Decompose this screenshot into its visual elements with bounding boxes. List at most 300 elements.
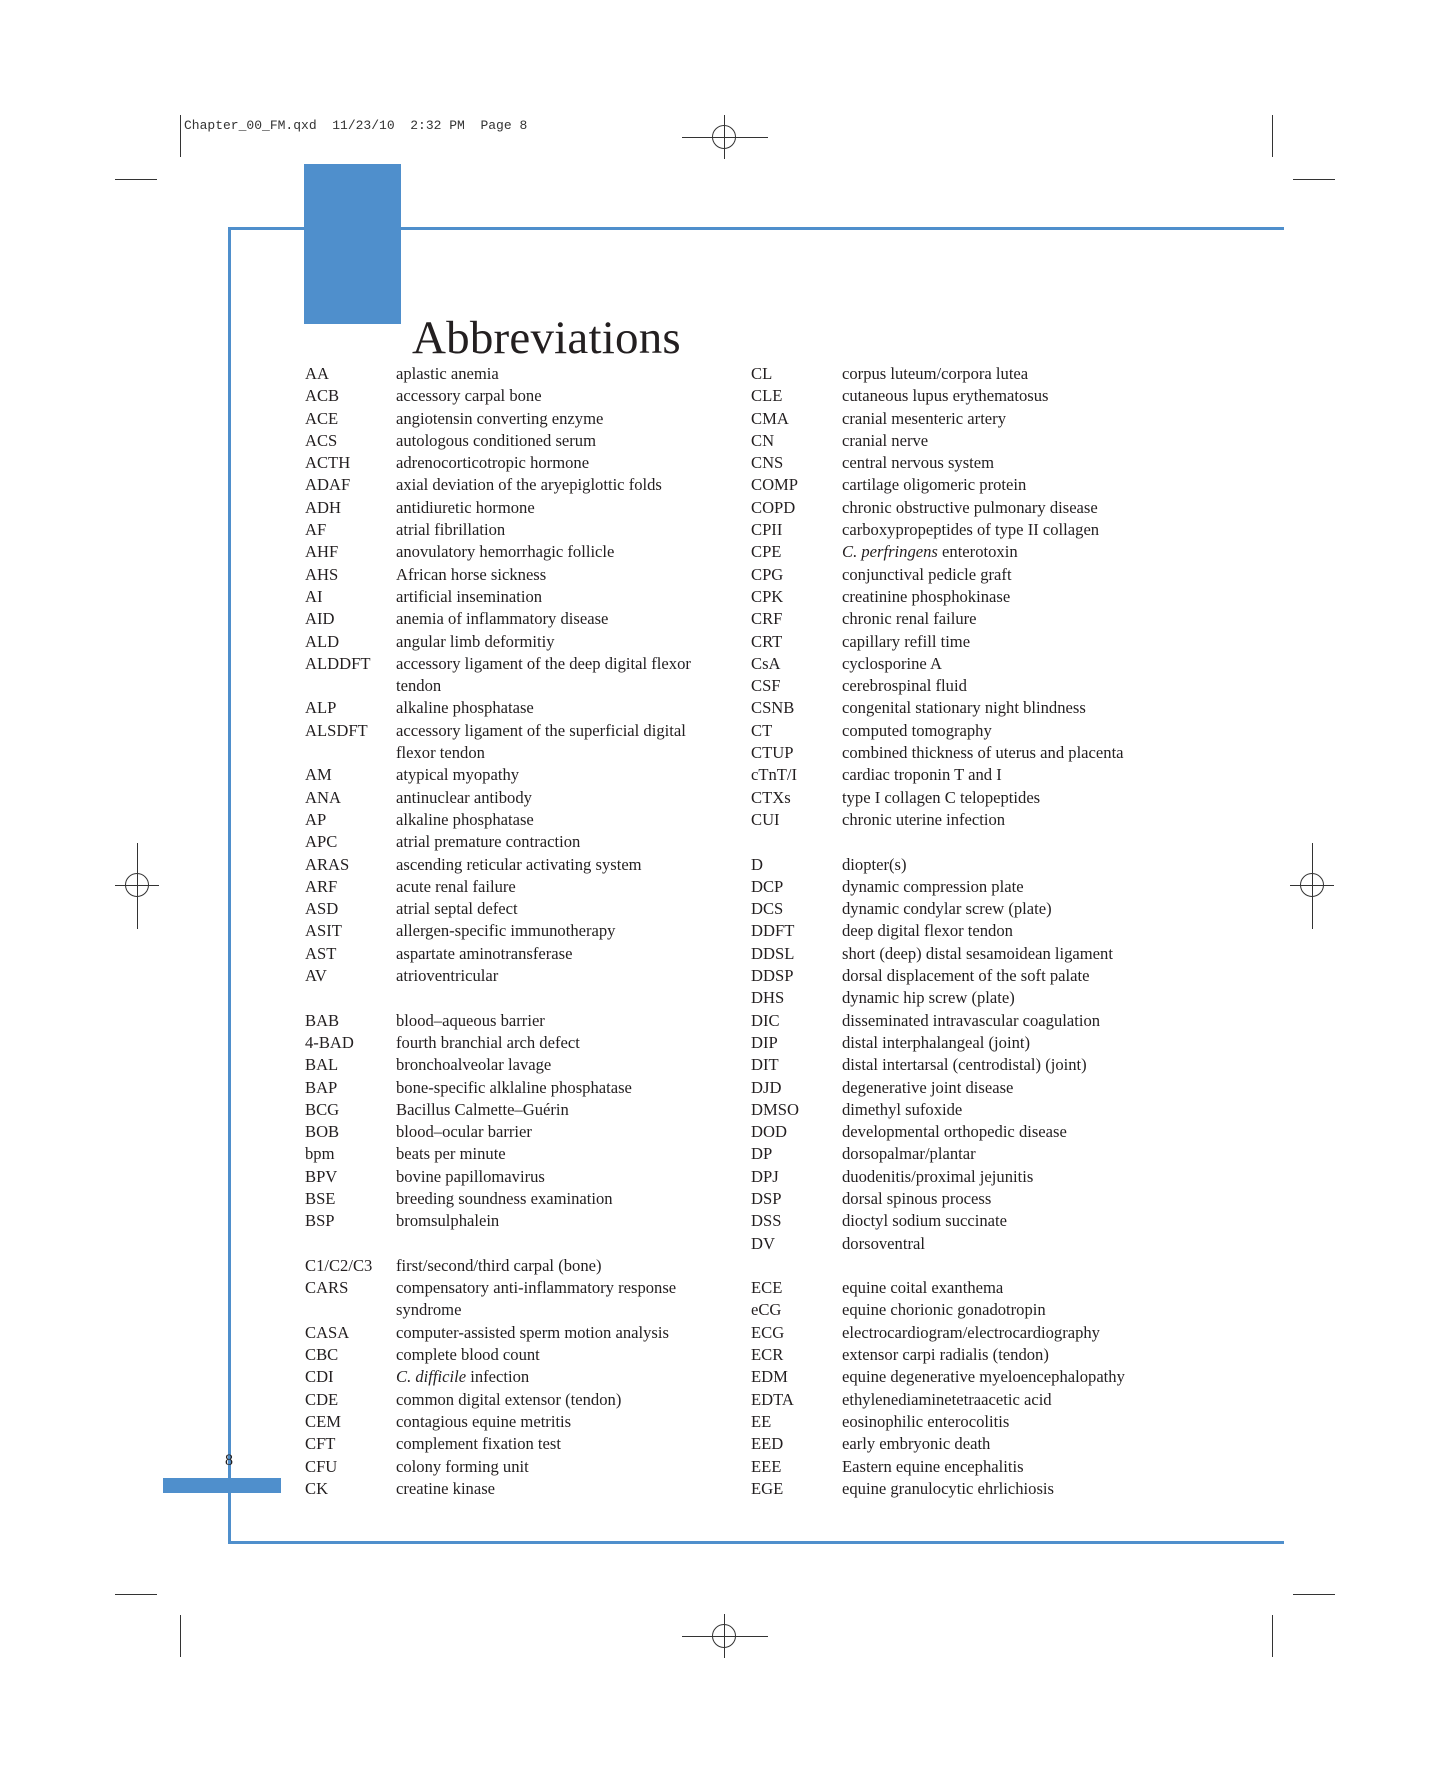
abbreviation-entry [305, 1478, 725, 1500]
abbreviation-definition: fourth branchial arch defect [396, 1032, 580, 1052]
abbreviation-entry [751, 697, 1191, 719]
abbreviation-entry [305, 653, 725, 698]
abbreviation-entry [751, 474, 1191, 496]
abbreviation-definition: distal interphalangeal (joint) [842, 1032, 1031, 1052]
abbreviation-definition: antinuclear antibody [396, 787, 532, 807]
abbreviation-entry [305, 1099, 725, 1121]
definition-italic: C. perfringens [842, 542, 938, 562]
abbreviation-term: EGE [751, 1478, 784, 1498]
abbreviation-definition: colony forming unit [396, 1456, 529, 1476]
abbreviation-definition: type I collagen C telopeptides [842, 787, 1041, 807]
abbreviation-entry [751, 408, 1191, 430]
abbreviation-definition: blood–ocular barrier [396, 1122, 532, 1142]
abbreviation-term: DOD [751, 1122, 787, 1142]
abbreviation-term: AM [305, 765, 332, 785]
abbreviation-definition: extensor carpi radialis (tendon) [842, 1345, 1049, 1365]
abbreviation-entry [751, 497, 1191, 519]
abbreviation-entry [751, 430, 1191, 452]
abbreviation-definition: bone-specific alklaline phosphatase [396, 1077, 632, 1097]
abbreviation-term: CARS [305, 1278, 349, 1298]
section-gap [305, 1233, 725, 1255]
abbreviation-entry [305, 408, 725, 430]
abbreviation-entry [751, 809, 1191, 831]
abbreviation-definition: atrial septal defect [396, 899, 518, 919]
crop-mark-bottom-left-v [180, 1615, 181, 1657]
abbreviation-term: CPG [751, 564, 784, 584]
definition-text: enterotoxin [937, 542, 1018, 562]
abbreviation-entry [751, 787, 1191, 809]
abbreviation-entry [305, 898, 725, 920]
abbreviation-term: C1/C2/C3 [305, 1255, 373, 1275]
page-number-tab [163, 1478, 281, 1493]
abbreviation-definition: adrenocorticotropic hormone [396, 453, 590, 473]
abbreviation-term: DCP [751, 876, 784, 896]
abbreviation-definition: distal intertarsal (centrodistal) (joint) [842, 1055, 1087, 1075]
abbreviation-entry [751, 1166, 1191, 1188]
abbreviation-entry [751, 452, 1191, 474]
abbreviation-entry [305, 876, 725, 898]
abbreviation-term: ASD [305, 899, 339, 919]
abbreviation-definition: bovine papillomavirus [396, 1166, 545, 1186]
abbreviation-definition: allergen-specific immunotherapy [396, 921, 616, 941]
abbreviation-term: EED [751, 1434, 784, 1454]
abbreviation-term: DPJ [751, 1166, 779, 1186]
abbreviation-entry [305, 943, 725, 965]
abbreviation-entry [305, 1143, 725, 1165]
abbreviation-term: cTnT/I [751, 765, 798, 785]
abbreviation-definition: chronic obstructive pulmonary disease [842, 497, 1098, 517]
abbreviation-term: DIC [751, 1010, 780, 1030]
frame-bottom-rule [228, 1541, 1284, 1544]
abbreviation-entry [305, 1054, 725, 1076]
abbreviation-definition: bronchoalveolar lavage [396, 1055, 552, 1075]
abbreviation-term: CTUP [751, 743, 794, 763]
abbreviation-definition: acute renal failure [396, 876, 516, 896]
abbreviation-definition: creatinine phosphokinase [842, 586, 1011, 606]
abbreviation-entry [305, 764, 725, 786]
abbreviation-entry [305, 1188, 725, 1210]
abbreviation-entry [305, 1255, 725, 1277]
abbreviation-definition: dynamic compression plate [842, 876, 1024, 896]
abbreviation-entry [305, 1456, 725, 1478]
abbreviation-term: CBC [305, 1345, 339, 1365]
abbreviation-entry [751, 1322, 1191, 1344]
abbreviation-term: ALDDFT [305, 653, 371, 673]
abbreviation-definition: bromsulphalein [396, 1211, 500, 1231]
abbreviation-definition: blood–aqueous barrier [396, 1010, 545, 1030]
abbreviation-definition: autologous conditioned serum [396, 430, 597, 450]
abbreviation-term: COPD [751, 497, 796, 517]
abbreviation-definition: complete blood count [396, 1345, 540, 1365]
abbreviation-definition: complement fixation test [396, 1434, 561, 1454]
abbreviation-entry [305, 1032, 725, 1054]
abbreviation-definition: angiotensin converting enzyme [396, 408, 604, 428]
abbreviation-definition: atrial premature contraction [396, 832, 581, 852]
abbreviation-entry [751, 631, 1191, 653]
frame-left-rule [228, 227, 231, 1544]
abbreviation-term: ACB [305, 386, 340, 406]
abbreviation-definition: Bacillus Calmette–Guérin [396, 1099, 569, 1119]
abbreviation-entry [305, 697, 725, 719]
abbreviation-term: DIP [751, 1032, 778, 1052]
abbreviation-definition: disseminated intravascular coagulation [842, 1010, 1101, 1030]
abbreviation-term: EDTA [751, 1389, 794, 1409]
abbreviation-definition: duodenitis/proximal jejunitis [842, 1166, 1034, 1186]
abbreviation-definition: short (deep) distal sesamoidean ligament [842, 943, 1113, 963]
abbreviation-definition: anovulatory hemorrhagic follicle [396, 542, 615, 562]
abbreviation-entry [751, 675, 1191, 697]
abbreviation-term: BAL [305, 1055, 339, 1075]
abbreviation-entry [751, 363, 1191, 385]
abbreviation-entry [305, 1322, 725, 1344]
abbreviation-term: AHF [305, 542, 339, 562]
section-gap [751, 831, 1191, 853]
abbreviation-entry [305, 474, 725, 496]
abbreviation-entry [305, 385, 725, 407]
abbreviation-entry [751, 854, 1191, 876]
abbreviation-term: CDE [305, 1389, 339, 1409]
abbreviation-term: CsA [751, 653, 781, 673]
abbreviation-entry [305, 854, 725, 876]
abbreviation-definition: cyclosporine A [842, 653, 942, 673]
abbreviation-term: DDSL [751, 943, 795, 963]
abbreviation-entry [751, 1077, 1191, 1099]
abbreviation-entry [305, 1077, 725, 1099]
abbreviation-term: DHS [751, 988, 785, 1008]
abbreviation-definition: combined thickness of uterus and placenta [842, 743, 1124, 763]
abbreviation-definition: accessory ligament of the superficial digital flexor tendon [396, 720, 686, 763]
abbreviation-definition: dorsal spinous process [842, 1188, 992, 1208]
abbreviation-entry [305, 586, 725, 608]
title-accent-block [304, 164, 401, 324]
abbreviation-definition: computed tomography [842, 720, 992, 740]
abbreviation-term: CN [751, 430, 775, 450]
abbreviation-definition: ascending reticular activating system [396, 854, 642, 874]
abbreviation-definition: computer-assisted sperm motion analysis [396, 1322, 669, 1342]
abbreviation-term: DSP [751, 1188, 782, 1208]
abbreviation-entry [305, 1433, 725, 1455]
abbreviation-term: ACE [305, 408, 339, 428]
abbreviation-definition: African horse sickness [396, 564, 547, 584]
abbreviation-definition: dorsal displacement of the soft palate [842, 966, 1090, 986]
abbreviation-term: CSF [751, 676, 781, 696]
abbreviation-definition: cranial nerve [842, 430, 929, 450]
abbreviation-definition: dynamic condylar screw (plate) [842, 899, 1052, 919]
abbreviation-entry [751, 564, 1191, 586]
abbreviation-definition: breeding soundness examination [396, 1188, 613, 1208]
abbreviation-definition [842, 541, 1191, 563]
abbreviation-definition: atypical myopathy [396, 765, 520, 785]
abbreviation-term: CMA [751, 408, 789, 428]
abbreviation-term: CT [751, 720, 773, 740]
abbreviation-definition: diopter(s) [842, 854, 907, 874]
abbreviation-term: BCG [305, 1099, 340, 1119]
abbreviation-definition: central nervous system [842, 453, 995, 473]
abbreviation-term: eCG [751, 1300, 782, 1320]
abbreviation-term: BAB [305, 1010, 340, 1030]
abbreviation-entry [305, 564, 725, 586]
abbreviation-term: CUI [751, 809, 780, 829]
abbreviation-term: BPV [305, 1166, 338, 1186]
abbreviation-term: ACS [305, 430, 338, 450]
abbreviation-definition: antidiuretic hormone [396, 497, 535, 517]
abbreviation-entry [751, 519, 1191, 541]
abbreviation-entry [751, 1277, 1191, 1299]
abbreviation-term: ASIT [305, 921, 342, 941]
abbreviation-term: CRF [751, 609, 783, 629]
abbreviation-entry [751, 1344, 1191, 1366]
crop-mark-bottom-right-h [1293, 1594, 1335, 1595]
abbreviation-term: EE [751, 1411, 772, 1431]
abbreviation-term: ANA [305, 787, 341, 807]
abbreviation-term: ALD [305, 631, 340, 651]
abbreviation-entry [751, 1121, 1191, 1143]
abbreviation-entry [751, 1032, 1191, 1054]
abbreviation-term: AP [305, 809, 327, 829]
abbreviation-term: CPII [751, 520, 783, 540]
abbreviation-term: COMP [751, 475, 799, 495]
abbreviation-term: BAP [305, 1077, 338, 1097]
abbreviation-term: DV [751, 1233, 775, 1253]
abbreviation-term: CPK [751, 586, 784, 606]
abbreviation-definition: eosinophilic enterocolitis [842, 1411, 1010, 1431]
abbreviation-definition: dioctyl sodium succinate [842, 1211, 1007, 1231]
crop-mark-bottom-left-h [115, 1594, 157, 1595]
page-title: Abbreviations [412, 312, 681, 365]
abbreviation-term: CLE [751, 386, 783, 406]
abbreviation-definition: corpus luteum/corpora lutea [842, 364, 1029, 383]
abbreviation-definition: capillary refill time [842, 631, 971, 651]
abbreviation-entry [751, 1143, 1191, 1165]
abbreviation-definition: equine chorionic gonadotropin [842, 1300, 1046, 1320]
abbreviation-term: CASA [305, 1322, 350, 1342]
abbreviation-term: AV [305, 966, 327, 986]
printer-slug: Chapter_00_FM.qxd 11/23/10 2:32 PM Page 8 [184, 118, 528, 133]
crop-mark-top-right-h [1293, 179, 1335, 180]
abbreviation-entry [305, 631, 725, 653]
crop-mark-top-right-v [1272, 115, 1273, 157]
abbreviation-entry [751, 720, 1191, 742]
abbreviation-entry [751, 1054, 1191, 1076]
abbreviation-list-right [751, 363, 1191, 1500]
abbreviation-term: ALP [305, 698, 337, 718]
abbreviation-term: CDI [305, 1367, 334, 1387]
crop-mark-bottom-right-v [1272, 1615, 1273, 1657]
abbreviation-definition: equine degenerative myeloencephalopathy [842, 1367, 1125, 1387]
abbreviation-entry [305, 831, 725, 853]
abbreviation-entry [305, 1210, 725, 1232]
abbreviation-definition: developmental orthopedic disease [842, 1122, 1067, 1142]
abbreviation-entry [305, 920, 725, 942]
abbreviation-term: DJD [751, 1077, 782, 1097]
abbreviation-definition: artificial insemination [396, 586, 543, 606]
abbreviation-term: AID [305, 609, 335, 629]
abbreviation-term: CSNB [751, 698, 795, 718]
abbreviation-definition: beats per minute [396, 1144, 506, 1164]
abbreviation-entry [751, 1099, 1191, 1121]
abbreviation-entry [751, 987, 1191, 1009]
abbreviation-definition: equine granulocytic ehrlichiosis [842, 1478, 1054, 1498]
abbreviation-definition: alkaline phosphatase [396, 809, 534, 829]
abbreviation-definition: contagious equine metritis [396, 1411, 572, 1431]
abbreviation-definition: angular limb deformitiy [396, 631, 555, 651]
abbreviation-definition: cutaneous lupus erythematosus [842, 386, 1049, 406]
abbreviation-term: D [751, 854, 763, 874]
abbreviation-term: CNS [751, 453, 784, 473]
abbreviation-definition: conjunctival pedicle graft [842, 564, 1012, 584]
abbreviation-term: ARF [305, 876, 338, 896]
section-gap [305, 987, 725, 1009]
abbreviation-definition: atrial fibrillation [396, 520, 506, 540]
abbreviation-definition: equine coital exanthema [842, 1278, 1004, 1298]
abbreviation-definition: accessory carpal bone [396, 386, 542, 406]
abbreviation-definition: common digital extensor (tendon) [396, 1389, 622, 1409]
abbreviation-term: CTXs [751, 787, 791, 807]
abbreviation-entry [751, 608, 1191, 630]
abbreviation-term: BSE [305, 1188, 336, 1208]
abbreviation-entry [305, 787, 725, 809]
abbreviation-definition: electrocardiogram/electrocardiography [842, 1322, 1100, 1342]
abbreviation-entry [305, 1366, 725, 1388]
abbreviation-term: CFU [305, 1456, 338, 1476]
abbreviation-term: ADAF [305, 475, 351, 495]
abbreviation-definition: chronic uterine infection [842, 809, 1006, 829]
abbreviation-definition: cerebrospinal fluid [842, 676, 967, 696]
abbreviation-term: AI [305, 586, 323, 606]
abbreviation-entry [751, 1210, 1191, 1232]
abbreviation-entry [751, 385, 1191, 407]
abbreviation-entry [305, 809, 725, 831]
abbreviation-entry [305, 608, 725, 630]
abbreviation-term: CEM [305, 1411, 341, 1431]
abbreviation-definition: deep digital flexor tendon [842, 921, 1013, 941]
abbreviation-term: DIT [751, 1055, 779, 1075]
abbreviation-definition: axial deviation of the aryepiglottic folds [396, 475, 662, 495]
abbreviation-term: CK [305, 1478, 329, 1498]
abbreviation-definition: creatine kinase [396, 1478, 496, 1498]
definition-italic: C. difficile [396, 1367, 467, 1387]
abbreviation-entry [305, 430, 725, 452]
abbreviation-term: AST [305, 943, 337, 963]
abbreviation-entry [305, 541, 725, 563]
abbreviation-entry [305, 363, 725, 385]
abbreviation-definition: atrioventricular [396, 966, 499, 986]
abbreviation-term: ALSDFT [305, 720, 368, 740]
abbreviation-definition: cranial mesenteric artery [842, 408, 1006, 428]
abbreviation-entry [751, 586, 1191, 608]
abbreviation-term: EDM [751, 1367, 788, 1387]
abbreviation-entry [305, 1010, 725, 1032]
crop-mark-top-left-h [115, 179, 157, 180]
abbreviation-entry [751, 764, 1191, 786]
abbreviation-definition: carboxypropeptides of type II collagen [842, 520, 1100, 540]
abbreviation-term: APC [305, 832, 338, 852]
abbreviation-definition: aspartate aminotransferase [396, 943, 573, 963]
abbreviation-entry [751, 653, 1191, 675]
abbreviation-entry [305, 1344, 725, 1366]
abbreviation-definition: dynamic hip screw (plate) [842, 988, 1015, 1008]
abbreviation-entry [751, 898, 1191, 920]
abbreviation-term: CL [751, 364, 773, 383]
abbreviation-entry [751, 943, 1191, 965]
abbreviation-entry [751, 541, 1191, 563]
abbreviation-term: ECR [751, 1345, 784, 1365]
abbreviation-entry [305, 452, 725, 474]
abbreviation-definition: Eastern equine encephalitis [842, 1456, 1024, 1476]
abbreviation-definition: chronic renal failure [842, 609, 977, 629]
abbreviation-definition [396, 1366, 725, 1388]
abbreviation-definition: first/second/third carpal (bone) [396, 1255, 602, 1275]
abbreviation-term: CPE [751, 542, 782, 562]
abbreviation-entry [751, 1010, 1191, 1032]
abbreviation-term: DCS [751, 899, 784, 919]
abbreviation-definition: dimethyl sufoxide [842, 1099, 963, 1119]
abbreviation-term: CFT [305, 1434, 336, 1454]
abbreviation-entry [305, 1166, 725, 1188]
abbreviation-entry [305, 965, 725, 987]
abbreviation-definition: accessory ligament of the deep digital flexor tendon [396, 653, 691, 696]
abbreviation-term: AA [305, 364, 329, 383]
abbreviation-entry [305, 1277, 725, 1322]
section-gap [751, 1255, 1191, 1277]
abbreviation-definition: early embryonic death [842, 1434, 991, 1454]
abbreviation-definition: cartilage oligomeric protein [842, 475, 1027, 495]
abbreviation-entry [751, 965, 1191, 987]
abbreviation-term: DDFT [751, 921, 795, 941]
abbreviation-entry [305, 1389, 725, 1411]
abbreviation-entry [305, 1121, 725, 1143]
abbreviation-definition: anemia of inflammatory disease [396, 609, 609, 629]
abbreviation-entry [305, 497, 725, 519]
abbreviation-entry [751, 1456, 1191, 1478]
abbreviation-term: 4-BAD [305, 1032, 354, 1052]
abbreviation-entry [751, 1188, 1191, 1210]
abbreviation-list-left [305, 363, 725, 1500]
abbreviation-term: AHS [305, 564, 339, 584]
abbreviation-term: BSP [305, 1211, 335, 1231]
crop-mark-top-left-v [180, 115, 181, 157]
abbreviation-term: BOB [305, 1122, 340, 1142]
abbreviation-term: bpm [305, 1144, 335, 1164]
abbreviation-term: ADH [305, 497, 341, 517]
abbreviation-entry [305, 519, 725, 541]
definition-text: infection [466, 1367, 530, 1387]
abbreviation-definition: aplastic anemia [396, 364, 499, 383]
abbreviation-definition: dorsoventral [842, 1233, 925, 1253]
abbreviation-entry [751, 1389, 1191, 1411]
abbreviation-definition: congenital stationary night blindness [842, 698, 1086, 718]
abbreviation-entry [305, 1411, 725, 1433]
abbreviation-entry [751, 742, 1191, 764]
abbreviation-term: ECE [751, 1278, 783, 1298]
abbreviation-entry [305, 720, 725, 765]
abbreviation-definition: dorsopalmar/plantar [842, 1144, 976, 1164]
abbreviation-definition: degenerative joint disease [842, 1077, 1014, 1097]
abbreviation-term: DMSO [751, 1099, 799, 1119]
abbreviation-term: ARAS [305, 854, 350, 874]
abbreviation-entry [751, 1366, 1191, 1388]
abbreviation-entry [751, 920, 1191, 942]
abbreviation-definition: compensatory anti-inflammatory response syndrome [396, 1278, 677, 1320]
abbreviation-term: ACTH [305, 453, 351, 473]
abbreviation-entry [751, 1478, 1191, 1500]
abbreviation-definition: cardiac troponin T and I [842, 765, 1002, 785]
abbreviation-entry [751, 876, 1191, 898]
abbreviation-term: ECG [751, 1322, 785, 1342]
abbreviation-entry [751, 1411, 1191, 1433]
abbreviation-term: DSS [751, 1211, 782, 1231]
abbreviation-entry [751, 1433, 1191, 1455]
